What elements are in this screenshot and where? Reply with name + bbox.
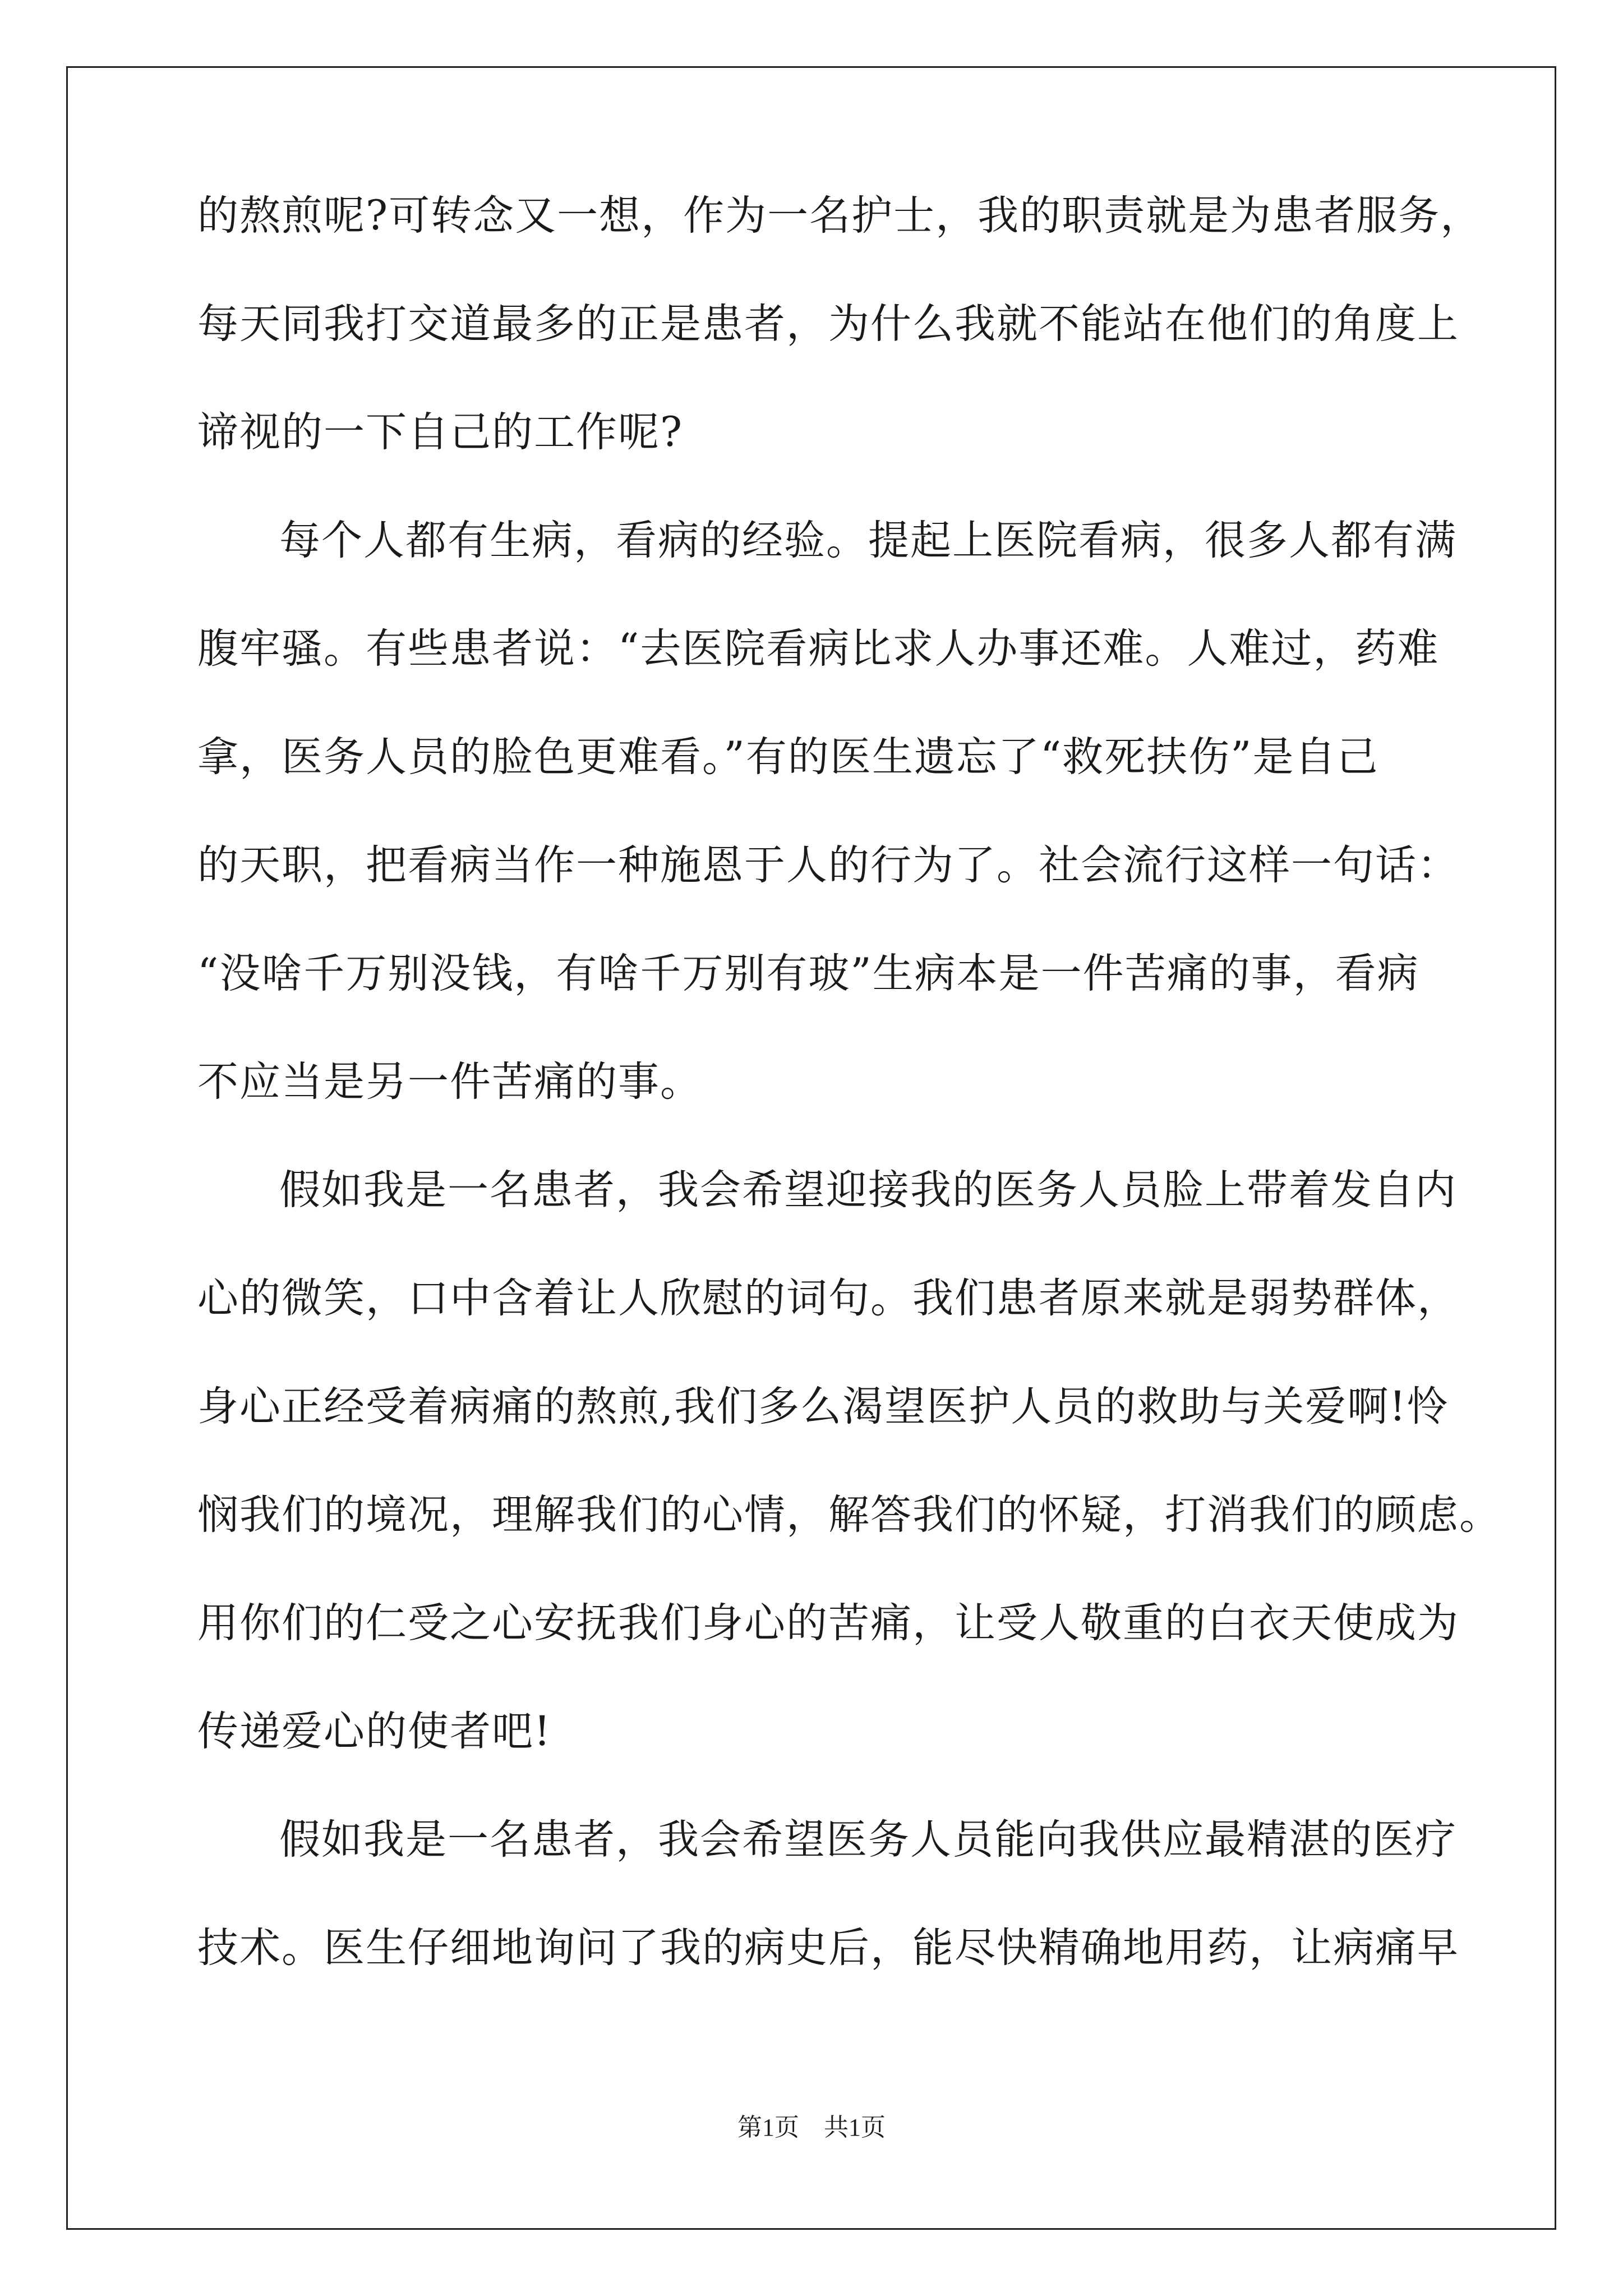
page-number: 第1页: [737, 2114, 799, 2141]
paragraph-first-line: 每个人都有生病，看病的经验。提起上医院看病，很多人都有满: [279, 517, 1457, 564]
page-footer: [0, 2114, 1623, 2142]
text-line: 腹牢骚。有些患者说：“去医院看病比求人办事还难。人难过，药难: [197, 625, 1440, 673]
text-line: 拿，医务人员的脸色更难看。”有的医生遗忘了“救死扶伤”是自己: [197, 733, 1379, 781]
text-line: 传递爱心的使者吧!: [197, 1708, 552, 1755]
document-body: [197, 192, 1501, 2036]
paragraph-first-line: 假如我是一名患者，我会希望迎接我的医务人员脸上带着发自内: [279, 1166, 1457, 1214]
text-line: 每天同我打交道最多的正是患者，为什么我就不能站在他们的角度上: [197, 300, 1459, 348]
text-line: 技术。医生仔细地询问了我的病史后，能尽快精确地用药，让病痛早: [197, 1924, 1459, 1972]
text-line: 的天职，把看病当作一种施恩于人的行为了。社会流行这样一句话：: [197, 841, 1459, 889]
text-line: 的熬煎呢?可转念又一想，作为一名护士，我的职责就是为患者服务，: [197, 192, 1483, 240]
text-line: “没啥千万别没钱，有啥千万别有玻”生病本是一件苦痛的事，看病: [197, 950, 1419, 997]
text-line: 谛视的一下自己的工作呢?: [197, 408, 684, 456]
text-line: 悯我们的境况，理解我们的心情，解答我们的怀疑，打消我们的顾虑。: [197, 1491, 1501, 1539]
text-line: 用你们的仁受之心安抚我们身心的苦痛，让受人敬重的白衣天使成为: [197, 1599, 1459, 1647]
paragraph-first-line: 假如我是一名患者，我会希望医务人员能向我供应最精湛的医疗: [279, 1816, 1457, 1864]
text-line: 不应当是另一件苦痛的事。: [197, 1058, 702, 1106]
page-total: 共1页: [824, 2114, 886, 2141]
text-line: 身心正经受着病痛的熬煎,我们多么渴望医护人员的救助与关爱啊!怜: [197, 1383, 1449, 1430]
text-line: 心的微笑，口中含着让人欣慰的词句。我们患者原来就是弱势群体，: [197, 1274, 1459, 1322]
